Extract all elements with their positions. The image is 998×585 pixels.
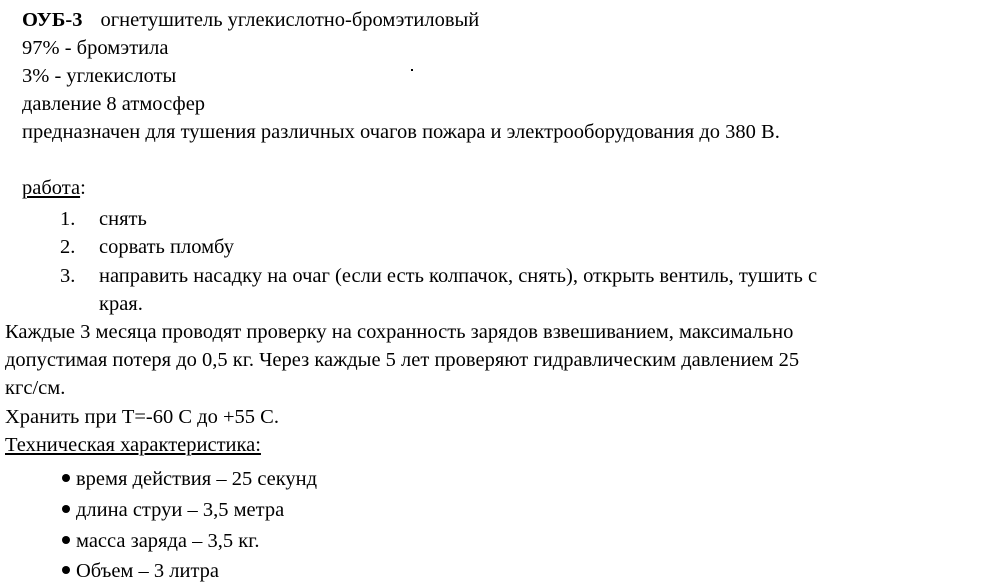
bullet-icon xyxy=(62,474,70,482)
work-heading-colon: : xyxy=(80,177,86,199)
spec-item xyxy=(62,465,317,493)
composition-line: 97% - бромэтила xyxy=(22,37,169,59)
work-heading xyxy=(22,174,86,202)
title-description: огнетушитель углекислотно-бромэтиловый xyxy=(100,9,480,31)
spec-text: масса заряда – 3,5 кг. xyxy=(76,530,260,552)
document-title xyxy=(22,6,479,34)
spec-item xyxy=(62,557,219,585)
spec-text: время действия – 25 секунд xyxy=(76,468,318,490)
step-text: направить насадку на очаг (если есть колпачок, снять), открыть вентиль, тушить с xyxy=(99,265,818,287)
maintenance-line: допустимая потеря до 0,5 кг. Через каждые 5 лет проверяют гидравлическим давлением 25 xyxy=(5,349,800,371)
maintenance-line: Каждые 3 месяца проводят проверку на сохранность зарядов взвешиванием, максимально xyxy=(5,321,794,343)
step-text: сорвать пломбу xyxy=(99,236,234,258)
pressure-line: давление 8 атмосфер xyxy=(22,93,206,115)
scan-speck xyxy=(411,69,413,71)
work-heading-text: работа xyxy=(22,177,81,199)
maintenance-line: кгс/см. xyxy=(5,377,66,399)
step-number: 3. xyxy=(60,265,76,287)
storage-line: Хранить при Т=-60 С до +55 С. xyxy=(5,406,279,428)
spec-item xyxy=(62,527,259,555)
step-number: 1. xyxy=(60,208,76,230)
purpose-line: предназначен для тушения различных очагов пожара и электрооборудования до 380 В. xyxy=(22,121,780,143)
spec-text: Объем – 3 литра xyxy=(76,560,220,582)
title-code: ОУБ-3 xyxy=(22,9,83,31)
step-continuation: края. xyxy=(99,293,143,315)
spec-text: длина струи – 3,5 метра xyxy=(76,499,285,521)
bullet-icon xyxy=(62,566,70,574)
bullet-icon xyxy=(62,505,70,513)
bullet-icon xyxy=(62,536,70,544)
step-number: 2. xyxy=(60,236,76,258)
specs-heading: Техническая характеристика: xyxy=(5,434,261,456)
composition-line: 3% - углекислоты xyxy=(22,65,177,87)
step-text: снять xyxy=(99,208,147,230)
spec-item xyxy=(62,496,284,524)
